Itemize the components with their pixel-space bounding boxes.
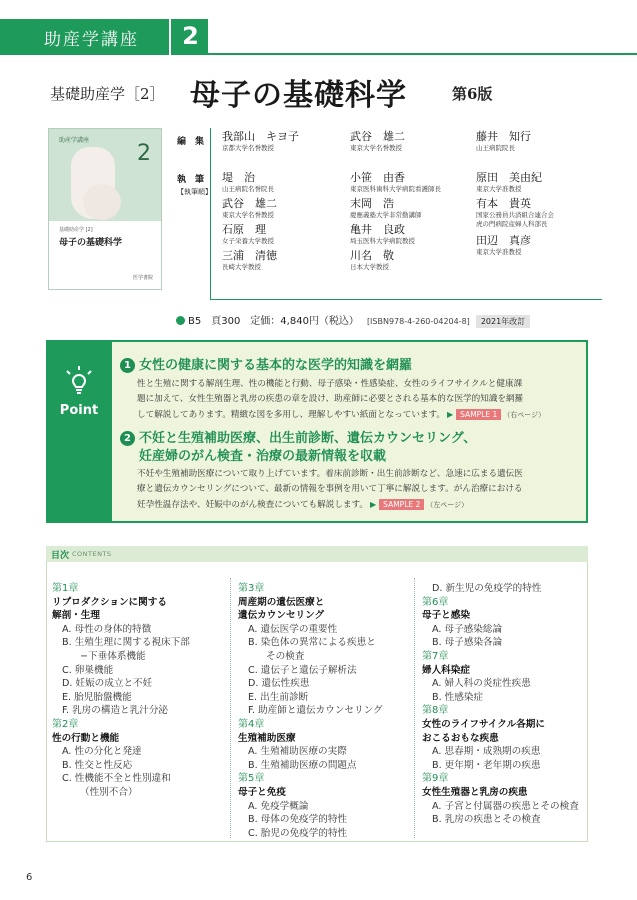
chapter-title: 女性生殖器と乳房の疾患 bbox=[422, 786, 528, 798]
series-name: 助産学講座 bbox=[44, 30, 139, 50]
section-item: F. 助産師と遺伝カウンセリング bbox=[248, 705, 383, 717]
person-name: 三浦 清徳 bbox=[222, 249, 277, 262]
section-item: −下垂体系機能 bbox=[80, 650, 146, 662]
author-c2-3 bbox=[350, 223, 415, 246]
author-c3-3 bbox=[476, 234, 531, 257]
contents-column-3 bbox=[422, 582, 579, 827]
section-item: C. 遺伝子と遺伝子解析法 bbox=[248, 664, 357, 676]
chapter-number: 第3章 bbox=[238, 583, 265, 594]
person-name: 末岡 浩 bbox=[350, 197, 394, 210]
contents-header bbox=[46, 546, 588, 562]
cover-series: 助産学講座 bbox=[59, 137, 90, 144]
person-affiliation: 女子栄養大学教授 bbox=[222, 237, 274, 245]
person-name: 我部山 キヨ子 bbox=[222, 130, 299, 143]
isbn: [ISBN978-4-260-04204-8] bbox=[366, 317, 470, 326]
editors-label: 編 集 bbox=[177, 137, 205, 147]
sample-1-badge[interactable]: SAMPLE 1 bbox=[456, 409, 501, 420]
section-item: A. 婦人科の炎症性疾患 bbox=[432, 678, 531, 690]
chapter-number: 第6章 bbox=[422, 596, 449, 608]
spec-bullet-icon bbox=[176, 316, 185, 325]
contents-column-rule-2 bbox=[414, 578, 415, 838]
person-name: 田辺 真彦 bbox=[476, 234, 531, 247]
point-1-line-3: して解説してあります。精緻な図を多用し、理解しやすい紙面となっています。 bbox=[137, 410, 446, 420]
section-item: B. 乳房の疾患とその検査 bbox=[432, 814, 541, 826]
person-name: 川名 敬 bbox=[350, 249, 394, 262]
author-c3-2 bbox=[476, 197, 554, 229]
chapter-number: 第4章 bbox=[238, 718, 265, 730]
section-item: A. 性の分化と発達 bbox=[62, 746, 142, 758]
authors-order-note: 【執筆順】 bbox=[177, 188, 212, 196]
book-cover bbox=[48, 128, 162, 290]
author-c1-1 bbox=[222, 171, 274, 194]
authors-label-block bbox=[177, 174, 212, 198]
sample-1-page: （右ページ） bbox=[503, 411, 546, 419]
point-1-line-1: 性と生殖に関する解剖生理、性の機能と行動、母子感染・性感染症、女性のライフサイクルと健康課 bbox=[137, 379, 523, 389]
section-item: B. 性交と性反応 bbox=[62, 759, 133, 771]
chapter-title: リプロダクションに関する bbox=[52, 596, 167, 608]
section-item: C. 胎児の免疫学的特性 bbox=[248, 827, 348, 839]
series-number: 2 bbox=[182, 22, 199, 50]
arrow-right-icon: ▶ bbox=[370, 500, 377, 509]
point-1-line-3-wrap bbox=[137, 407, 545, 423]
section-item: A. 生殖補助医療の実際 bbox=[248, 746, 347, 758]
chapter-title: おこるおもな疾患 bbox=[422, 732, 499, 744]
chapter-number: 第8章 bbox=[422, 705, 449, 717]
person-affiliation: 東京医科歯科大学病院看護師長 bbox=[350, 185, 441, 193]
section-item: その検査 bbox=[266, 650, 305, 662]
point-1-line-2: 題に加えて、女性生殖器と乳房の疾患の章を設け、助産師に必要とされる基本的な医学的知識を網羅 bbox=[137, 394, 524, 404]
person-affiliation: 京都大学名誉教授 bbox=[222, 144, 274, 152]
person-affiliation: 日本大学教授 bbox=[350, 263, 389, 271]
section-item: A. 免疫学概論 bbox=[248, 800, 309, 812]
section-item: E. 胎児胎盤機能 bbox=[62, 691, 132, 703]
chapter-title: 女性のライフサイクル各期に bbox=[422, 718, 545, 730]
arrow-right-icon: ▶ bbox=[447, 410, 454, 419]
point-1-body bbox=[137, 377, 545, 423]
point-2-line-1: 不妊や生殖補助医療について取り上げています。着床前診断・出生前診断など、急速に広まる遺伝医 bbox=[137, 469, 523, 479]
authors-label: 執 筆 bbox=[177, 175, 205, 185]
person-affiliation: 東京大学准教授 bbox=[476, 248, 522, 256]
author-c1-4 bbox=[222, 249, 277, 272]
chapter-number: 第9章 bbox=[422, 773, 449, 785]
point-2-line-3: 妊孕性温存法や、妊娠中のがん検査についても解説します。 bbox=[137, 500, 369, 510]
chapter-title: 婦人科染症 bbox=[422, 664, 470, 676]
cover-subtitle: 基礎助産学 [2] bbox=[59, 227, 93, 233]
person-name: 小笹 由香 bbox=[350, 171, 405, 184]
cover-photo-belly bbox=[83, 184, 121, 220]
section-item: B. 更年期・老年期の疾患 bbox=[432, 759, 541, 771]
author-c2-1 bbox=[350, 171, 441, 194]
person-affiliation-2: 虎の門病院産婦人科部長 bbox=[476, 220, 548, 228]
section-item: A. 子宮と付属器の疾患とその検査 bbox=[432, 800, 579, 812]
chapter-title: 周産期の遺伝医療と bbox=[238, 596, 325, 608]
section-item: C. 卵巣機能 bbox=[62, 664, 114, 676]
point-1-heading bbox=[120, 357, 412, 375]
point-1-number: 1 bbox=[120, 358, 135, 373]
section-item: A. 遺伝医学の重要性 bbox=[248, 623, 338, 635]
person-affiliation: 山王病院名誉院長 bbox=[222, 185, 274, 193]
author-c3-1 bbox=[476, 171, 542, 194]
contents-label-en: CONTENTS bbox=[72, 550, 112, 558]
lightbulb-icon bbox=[63, 365, 95, 397]
book-title-row bbox=[50, 70, 610, 114]
series-number-box bbox=[169, 19, 208, 55]
point-2-heading-line-2: 妊産婦のがん検査・治療の最新情報を収載 bbox=[139, 449, 387, 464]
chapter-title: 母子と感染 bbox=[422, 610, 470, 622]
contents-column-2 bbox=[238, 582, 383, 840]
author-c1-3 bbox=[222, 223, 274, 246]
point-2-heading-text: 不妊と生殖補助医療、出生前診断、遺伝カウンセリング、 bbox=[139, 431, 477, 446]
book-title: 母子の基礎科学 bbox=[190, 78, 407, 113]
book-edition: 第6版 bbox=[452, 85, 493, 103]
person-affiliation: 山王病院院長 bbox=[476, 144, 515, 152]
sample-2-page: （左ページ） bbox=[426, 501, 469, 509]
section-item: C. 性機能不全と性別違和 bbox=[62, 773, 171, 785]
section-item: B. 母体の免疫学的特性 bbox=[248, 814, 348, 826]
person-affiliation: 東京大学名誉教授 bbox=[222, 211, 274, 219]
person-affiliation: 長崎大学教授 bbox=[222, 263, 261, 271]
section-item: B. 染色体の異常による疾患と bbox=[248, 637, 376, 649]
author-c1-2 bbox=[222, 197, 277, 220]
contents-column-1 bbox=[52, 582, 190, 800]
chapter-title: 生殖補助医療 bbox=[238, 732, 296, 744]
person-name: 藤井 知行 bbox=[476, 130, 531, 143]
section-item: D. 妊娠の成立と不妊 bbox=[62, 678, 153, 690]
point-2-line-2: 療と遺伝カウンセリングについて、最新の情報を事例を用いて丁寧に解説します。がん治療における bbox=[137, 484, 523, 494]
person-name: 有本 貴英 bbox=[476, 197, 531, 210]
section-item: D. 遺伝性疾患 bbox=[248, 678, 310, 690]
cover-title: 母子の基礎科学 bbox=[59, 238, 123, 248]
chapter-number: 第1章 bbox=[52, 583, 79, 594]
author-c2-4 bbox=[350, 249, 394, 272]
person-affiliation: 国家公務員共済組合連合会 bbox=[476, 211, 554, 219]
series-banner bbox=[0, 19, 208, 55]
banner-rule bbox=[208, 53, 637, 55]
person-affiliation: 慶應義塾大学非常勤講師 bbox=[350, 211, 422, 219]
chapter-title: 性の行動と機能 bbox=[52, 732, 120, 744]
chapter-number: 第5章 bbox=[238, 773, 265, 785]
point-2-number: 2 bbox=[120, 431, 135, 446]
credits-rule-left bbox=[210, 128, 211, 300]
editor-1 bbox=[222, 130, 299, 153]
point-2-line-3-wrap bbox=[137, 497, 523, 513]
person-name: 亀井 良政 bbox=[350, 223, 405, 236]
section-item: A. 母子感染総論 bbox=[432, 623, 503, 635]
section-item: A. 母性の身体的特徴 bbox=[62, 623, 152, 635]
chapter-number: 第7章 bbox=[422, 650, 449, 662]
chapter-title: 母子と免疫 bbox=[238, 786, 286, 798]
person-name: 原田 美由紀 bbox=[476, 171, 542, 184]
credits-rule-bottom bbox=[210, 299, 602, 300]
person-name: 堤 治 bbox=[222, 171, 255, 184]
person-affiliation: 東京大学准教授 bbox=[476, 185, 522, 193]
editor-2 bbox=[350, 130, 405, 153]
spec-line bbox=[176, 312, 530, 328]
section-item: B. 母子感染各論 bbox=[432, 637, 503, 649]
person-name: 武谷 雄二 bbox=[222, 197, 277, 210]
editor-3 bbox=[476, 130, 531, 153]
cover-publisher: 医学書院 bbox=[132, 275, 153, 281]
page-number: 6 bbox=[26, 872, 33, 883]
point-2-heading bbox=[120, 430, 476, 448]
person-name: 石原 理 bbox=[222, 223, 266, 236]
section-item: （性別不合） bbox=[80, 786, 138, 798]
contents-column-rule-1 bbox=[230, 578, 231, 838]
author-c2-2 bbox=[350, 197, 422, 220]
point-label: Point bbox=[59, 403, 99, 418]
section-item: B. 生殖補助医療の問題点 bbox=[248, 759, 357, 771]
chapter-title: 解剖・生理 bbox=[52, 610, 100, 622]
contents-label: 目次 bbox=[51, 551, 70, 561]
person-affiliation: 埼玉医科大学病院教授 bbox=[350, 237, 415, 245]
chapter-title: 遺伝カウンセリング bbox=[238, 610, 325, 622]
section-item: B. 性感染症 bbox=[432, 691, 484, 703]
section-item: B. 生殖生理に関する視床下部 bbox=[62, 637, 190, 649]
point-2-body bbox=[137, 467, 523, 513]
section-item: E. 出生前診断 bbox=[248, 691, 309, 703]
section-item: D. 新生児の免疫学的特性 bbox=[432, 583, 542, 594]
person-name: 武谷 雄二 bbox=[350, 130, 405, 143]
person-affiliation: 東京大学名誉教授 bbox=[350, 144, 402, 152]
section-item: F. 乳房の構造と乳汁分泌 bbox=[62, 705, 169, 717]
cover-number: 2 bbox=[137, 141, 151, 166]
revision-badge: 2021年改訂 bbox=[476, 315, 530, 328]
sample-2-badge[interactable]: SAMPLE 2 bbox=[379, 499, 424, 510]
spec-text: B5 頁300 定価：4,840円（税込） bbox=[188, 316, 359, 327]
book-subtitle: 基礎助産学［2］ bbox=[50, 85, 165, 103]
point-1-heading-text: 女性の健康に関する基本的な医学的知識を網羅 bbox=[139, 358, 413, 373]
section-item: A. 思春期・成熟期の疾患 bbox=[432, 746, 541, 758]
chapter-number: 第2章 bbox=[52, 718, 79, 730]
